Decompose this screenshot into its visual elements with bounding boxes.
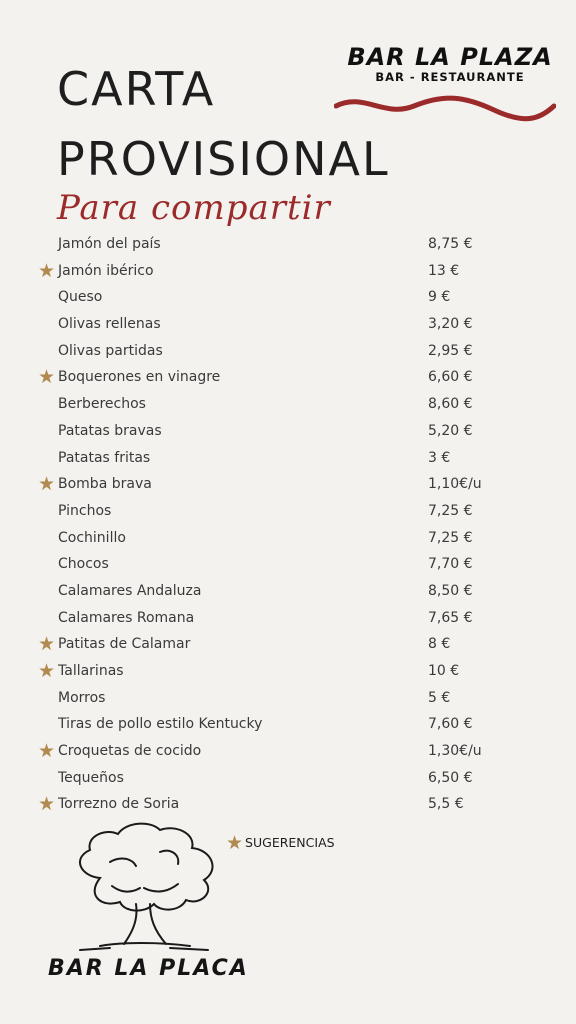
menu-item-name: Berberechos (58, 396, 146, 413)
menu-item (38, 231, 508, 258)
menu-item-name: Tequeños (58, 769, 124, 786)
menu-item-price: 1,30€/u (428, 743, 482, 760)
menu-item-name: Patitas de Calamar (58, 636, 191, 653)
menu-item-name: Patatas bravas (58, 422, 162, 439)
menu-item-name: Jamón ibérico (58, 262, 154, 279)
menu-item-name: Chocos (58, 556, 109, 573)
menu-item-price: 5 € (428, 689, 451, 706)
menu-item-price: 3 € (428, 449, 451, 466)
menu-item (38, 338, 508, 365)
menu-item (38, 685, 508, 712)
menu-item-price: 9 € (428, 289, 451, 306)
legend (226, 832, 335, 854)
page-title-line1: CARTA (57, 62, 216, 116)
menu-item (38, 631, 508, 658)
menu-item-price: 6,60 € (428, 369, 473, 386)
menu-item-name: Torrezno de Soria (58, 796, 180, 813)
menu-item (38, 525, 508, 552)
star-icon: ★ (38, 366, 56, 389)
menu-item-price: 13 € (428, 262, 460, 279)
menu-item (38, 445, 508, 472)
menu-item-name: Croquetas de cocido (58, 743, 202, 760)
logo-text: BAR LA PLACA (48, 956, 249, 981)
menu-item-price: 7,25 € (428, 529, 473, 546)
menu-item-name: Tallarinas (58, 663, 124, 679)
menu-item (38, 364, 508, 391)
menu-item-price: 7,25 € (428, 502, 473, 519)
menu-item-price: 7,70 € (428, 556, 473, 573)
menu-item-name: Morros (58, 689, 106, 706)
star-icon: ★ (38, 740, 56, 763)
menu-item-name: Olivas rellenas (58, 316, 161, 333)
menu-item-name: Bomba brava (58, 476, 152, 493)
brand-header (340, 44, 560, 84)
menu-item (38, 711, 508, 738)
star-icon: ★ (38, 793, 56, 816)
menu-item-name: Patatas fritas (58, 449, 151, 466)
menu-item-price: 2,95 € (428, 342, 473, 359)
brand-subtitle: BAR - RESTAURANTE (375, 70, 525, 84)
star-icon: ★ (38, 633, 56, 656)
menu-item-name: Olivas partidas (58, 342, 163, 359)
menu-item-price: 7,65 € (428, 609, 473, 626)
section-title: Para compartir (57, 188, 331, 228)
menu-item (38, 258, 508, 285)
menu-item (38, 471, 508, 498)
menu-item-name: Cochinillo (58, 529, 126, 546)
menu-item-price: 6,50 € (428, 769, 473, 786)
menu-item-name: Queso (58, 289, 103, 306)
menu-item (38, 284, 508, 311)
menu-item-price: 8,60 € (428, 396, 473, 413)
menu-item (38, 311, 508, 338)
menu-item (38, 391, 508, 418)
brand-name: BAR LA PLAZA (347, 43, 553, 71)
tree-icon (40, 818, 240, 958)
menu-item-price: 7,60 € (428, 716, 473, 733)
menu-item (38, 551, 508, 578)
menu-item-name: Jamón del país (58, 236, 161, 252)
menu-item (38, 738, 508, 765)
menu-item-name: Pinchos (58, 502, 112, 519)
menu-item-price: 5,5 € (428, 796, 464, 813)
star-icon: ★ (38, 473, 56, 496)
menu-item-price: 8 € (428, 636, 451, 653)
legend-label: SUGERENCIAS (245, 835, 335, 850)
star-icon: ★ (38, 660, 56, 682)
page-title-line2: PROVISIONAL (57, 132, 390, 186)
wave-divider-icon (334, 94, 556, 124)
menu-item (38, 791, 508, 818)
menu-item-price: 5,20 € (428, 422, 473, 439)
menu-item-price: 3,20 € (428, 316, 473, 333)
menu-item (38, 658, 508, 685)
menu-list (38, 231, 508, 818)
menu-item-name: Tiras de pollo estilo Kentucky (58, 716, 263, 733)
star-icon: ★ (38, 259, 56, 282)
menu-item (38, 578, 508, 605)
menu-item (38, 418, 508, 445)
menu-item (38, 605, 508, 632)
menu-item-price: 10 € (428, 663, 460, 679)
menu-item-name: Calamares Andaluza (58, 582, 202, 599)
menu-item-price: 1,10€/u (428, 476, 482, 493)
menu-item-price: 8,75 € (428, 236, 473, 252)
menu-item-name: Boquerones en vinagre (58, 369, 221, 386)
star-icon: ★ (226, 832, 244, 854)
menu-item-price: 8,50 € (428, 582, 473, 599)
menu-item-name: Calamares Romana (58, 609, 195, 626)
menu-item (38, 498, 508, 525)
menu-item (38, 765, 508, 792)
